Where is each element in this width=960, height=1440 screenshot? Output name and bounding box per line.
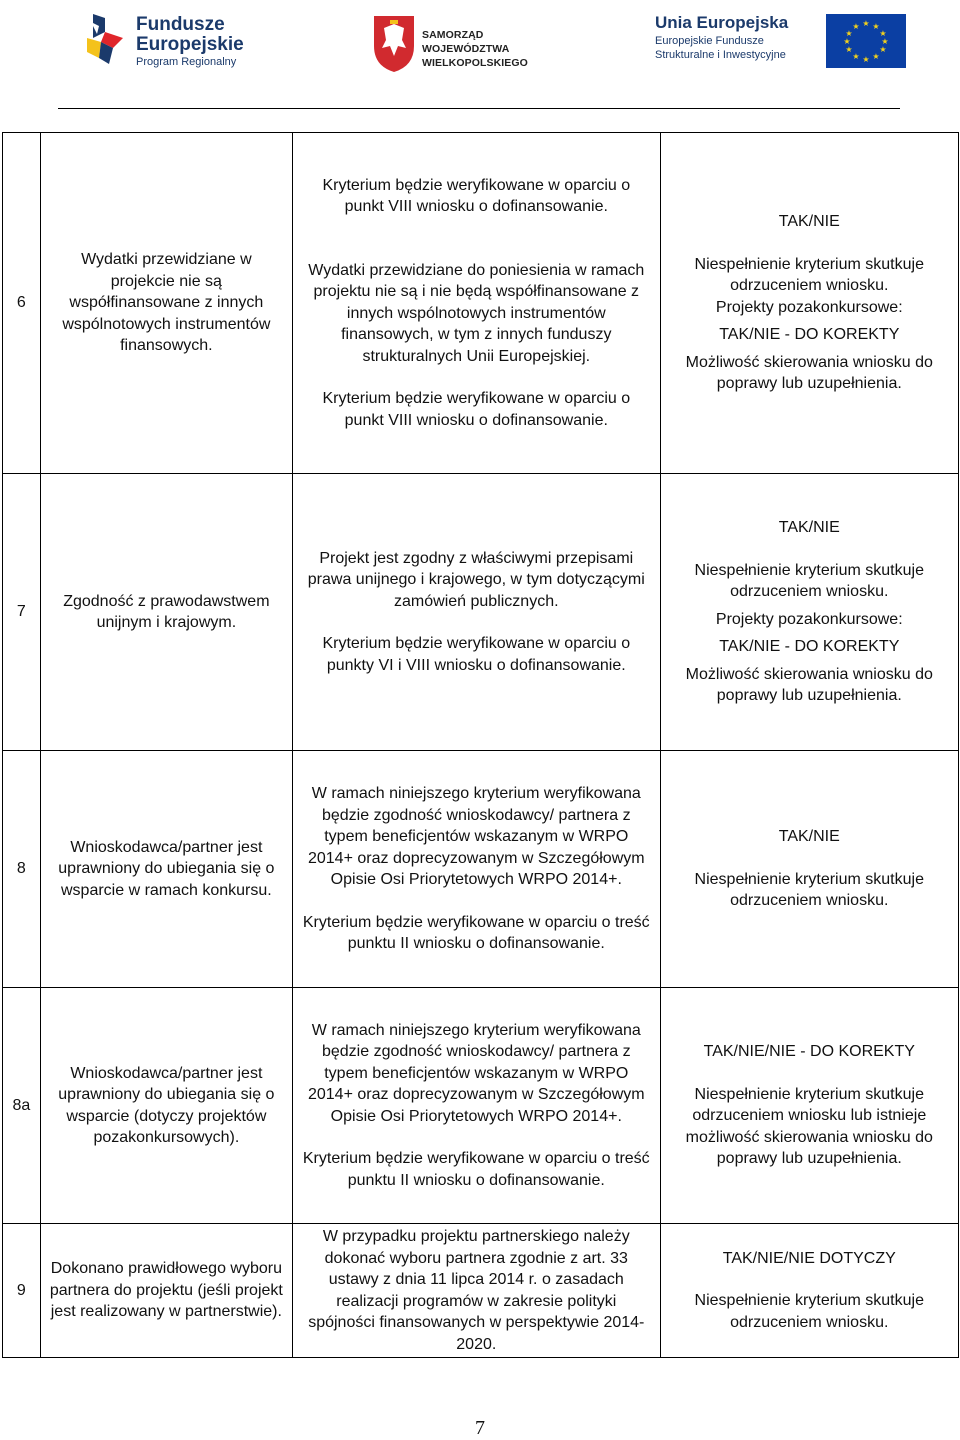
svg-text:★: ★ (872, 22, 880, 31)
criterion-name-text: Zgodność z prawodawstwem unijnym i krajowym. (63, 592, 270, 631)
criterion-name-text: Wnioskodawca/partner jest uprawniony do ubiegania się o wsparcie (dotyczy projektów pozakonkursowych). (58, 1064, 275, 1146)
description-paragraph: Wydatki przewidziane do poniesienia w ramach projektu nie są i nie będą współfinansowane z innych wspólnotowych instrumentów finansowych, w tym z innych funduszy strukturalnych Unii Europejskiej. (308, 261, 645, 365)
criterion-evaluation (660, 133, 958, 474)
criteria-table (2, 132, 959, 1358)
svg-text:★: ★ (862, 19, 870, 28)
criterion-description (293, 751, 661, 988)
criterion-evaluation (660, 988, 958, 1224)
table-row (3, 988, 959, 1224)
criterion-name (40, 1224, 292, 1358)
svg-text:★: ★ (852, 22, 860, 31)
evaluation-line: Możliwość skierowania wniosku do poprawy lub uzupełnienia. (685, 353, 933, 393)
logo-left-line1: Fundusze (136, 14, 225, 35)
evaluation-line: Niespełnienie kryterium skutkuje odrzuceniem wniosku lub istnieje możliwość skierowania wniosku do poprawy lub uzupełnienia. (685, 1085, 933, 1168)
unia-europejska-logo (655, 12, 905, 72)
svg-text:★: ★ (879, 45, 887, 54)
logo-right-line1: Unia Europejska (655, 13, 789, 32)
criterion-name (40, 988, 292, 1224)
svg-text:★: ★ (862, 55, 870, 64)
evaluation-line: Projekty pozakonkursowe: (715, 610, 903, 628)
evaluation-line: TAK/NIE/NIE DOTYCZY (722, 1249, 896, 1267)
description-paragraph: Projekt jest zgodny z właściwymi przepisami prawa unijnego i krajowego, w tym dotyczącymi zamówień publicznych. (307, 549, 645, 610)
eu-flag-icon (826, 14, 906, 68)
criterion-description (293, 133, 661, 474)
criterion-evaluation (660, 751, 958, 988)
row-number: 8 (3, 751, 41, 988)
description-paragraph: W przypadku projektu partnerskiego należy dokonać wyboru partnera zgodnie z art. 33 ustawy z dnia 11 lipca 2014 r. o zasadach realizacji programów w zakresie polityki spójności finansowanych w perspektywie 2014-2020. (308, 1228, 645, 1353)
criterion-name (40, 751, 292, 988)
page-header (0, 0, 960, 110)
evaluation-line: Projekty pozakonkursowe: (715, 298, 903, 316)
evaluation-line: TAK/NIE/NIE - DO KOREKTY (703, 1043, 915, 1061)
description-paragraph: Kryterium będzie weryfikowane w oparciu o punkt VIII wniosku o dofinansowanie. (322, 390, 631, 429)
criterion-description (293, 988, 661, 1224)
evaluation-line: TAK/NIE (778, 213, 840, 231)
row-number: 8a (3, 988, 41, 1224)
svg-text:★: ★ (872, 52, 880, 61)
evaluation-line: Niespełnienie kryterium skutkuje odrzuceniem wniosku. (694, 255, 924, 295)
evaluation-line: TAK/NIE (778, 519, 840, 537)
criterion-description (293, 1224, 661, 1358)
fundusze-europejskie-star-icon (83, 8, 133, 72)
row-number: 9 (3, 1224, 41, 1358)
table-row (3, 1224, 959, 1358)
svg-text:★: ★ (881, 37, 889, 46)
criterion-evaluation (660, 1224, 958, 1358)
description-paragraph: W ramach niniejszego kryterium weryfikowana będzie zgodność wnioskodawcy/ partnera z typem beneficjentów wskazanym w WRPO 2014+ oraz doprecyzowanym w Szczegółowym Opisie Osi Priorytetowych WRPO 2014+. (307, 1021, 645, 1125)
evaluation-line: TAK/NIE (778, 828, 840, 846)
description-paragraph: W ramach niniejszego kryterium weryfikowana będzie zgodność wnioskodawcy/ partnera z typem beneficjentów wskazanym w WRPO 2014+ oraz doprecyzowanym w Szczegółowym Opisie Osi Priorytetowych WRPO 2014+. (307, 785, 645, 889)
svg-text:★: ★ (843, 37, 851, 46)
table-row (3, 751, 959, 988)
evaluation-line: Niespełnienie kryterium skutkuje odrzuceniem wniosku. (694, 870, 924, 910)
criterion-evaluation (660, 474, 958, 751)
evaluation-line: TAK/NIE - DO KOREKTY (719, 638, 900, 656)
criterion-name (40, 133, 292, 474)
criterion-name (40, 474, 292, 751)
svg-text:★: ★ (845, 45, 853, 54)
wielkopolska-coat-of-arms-icon (372, 14, 416, 74)
evaluation-line: TAK/NIE - DO KOREKTY (719, 326, 900, 344)
criterion-name-text: Dokonano prawidłowego wyboru partnera do projektu (jeśli projekt jest realizowany w partnerstwie). (49, 1260, 283, 1321)
svg-text:★: ★ (845, 29, 853, 38)
table-row (3, 133, 959, 474)
logo-left-line3: Program Regionalny (136, 56, 237, 68)
criterion-description (293, 474, 661, 751)
table-row (3, 474, 959, 751)
logo-left-line2: Europejskie (136, 34, 244, 55)
logo-right-line3: Strukturalne i Inwestycyjne (655, 49, 786, 61)
evaluation-line: Możliwość skierowania wniosku do poprawy lub uzupełnienia. (685, 665, 933, 705)
description-paragraph: Kryterium będzie weryfikowane w oparciu o treść punktu II wniosku o dofinansowanie. (302, 1150, 650, 1189)
fundusze-europejskie-logo (83, 8, 283, 78)
description-paragraph: Kryterium będzie weryfikowane w oparciu o punkty VI i VIII wniosku o dofinansowanie. (322, 635, 631, 674)
logo-right-line2: Europejskie Fundusze (655, 35, 764, 47)
samorzad-wojewodztwa-logo (372, 14, 557, 74)
svg-text:★: ★ (879, 29, 887, 38)
description-paragraph: Kryterium będzie weryfikowane w oparciu o treść punktu II wniosku o dofinansowanie. (302, 913, 650, 953)
page-number: 7 (475, 1417, 485, 1439)
row-number: 7 (3, 474, 41, 751)
logo-center-line2: WIELKOPOLSKIEGO (422, 57, 528, 69)
criterion-name-text: Wydatki przewidziane w projekcie nie są współfinansowane z innych wspólnotowych instrumentów finansowych. (62, 251, 271, 355)
svg-text:★: ★ (852, 52, 860, 61)
row-number: 6 (3, 133, 41, 474)
logo-center-line1: SAMORZĄD WOJEWÓDZTWA (422, 29, 510, 55)
header-divider (58, 108, 900, 109)
continuation-note: Kryterium będzie weryfikowane w oparciu o punkt VIII wniosku o dofinansowanie. (322, 176, 631, 216)
criterion-name-text: Wnioskodawca/partner jest uprawniony do ubiegania się o wsparcie w ramach konkursu. (58, 838, 275, 899)
evaluation-line: Niespełnienie kryterium skutkuje odrzuceniem wniosku. (694, 561, 924, 601)
evaluation-line: Niespełnienie kryterium skutkuje odrzuceniem wniosku. (694, 1292, 924, 1331)
